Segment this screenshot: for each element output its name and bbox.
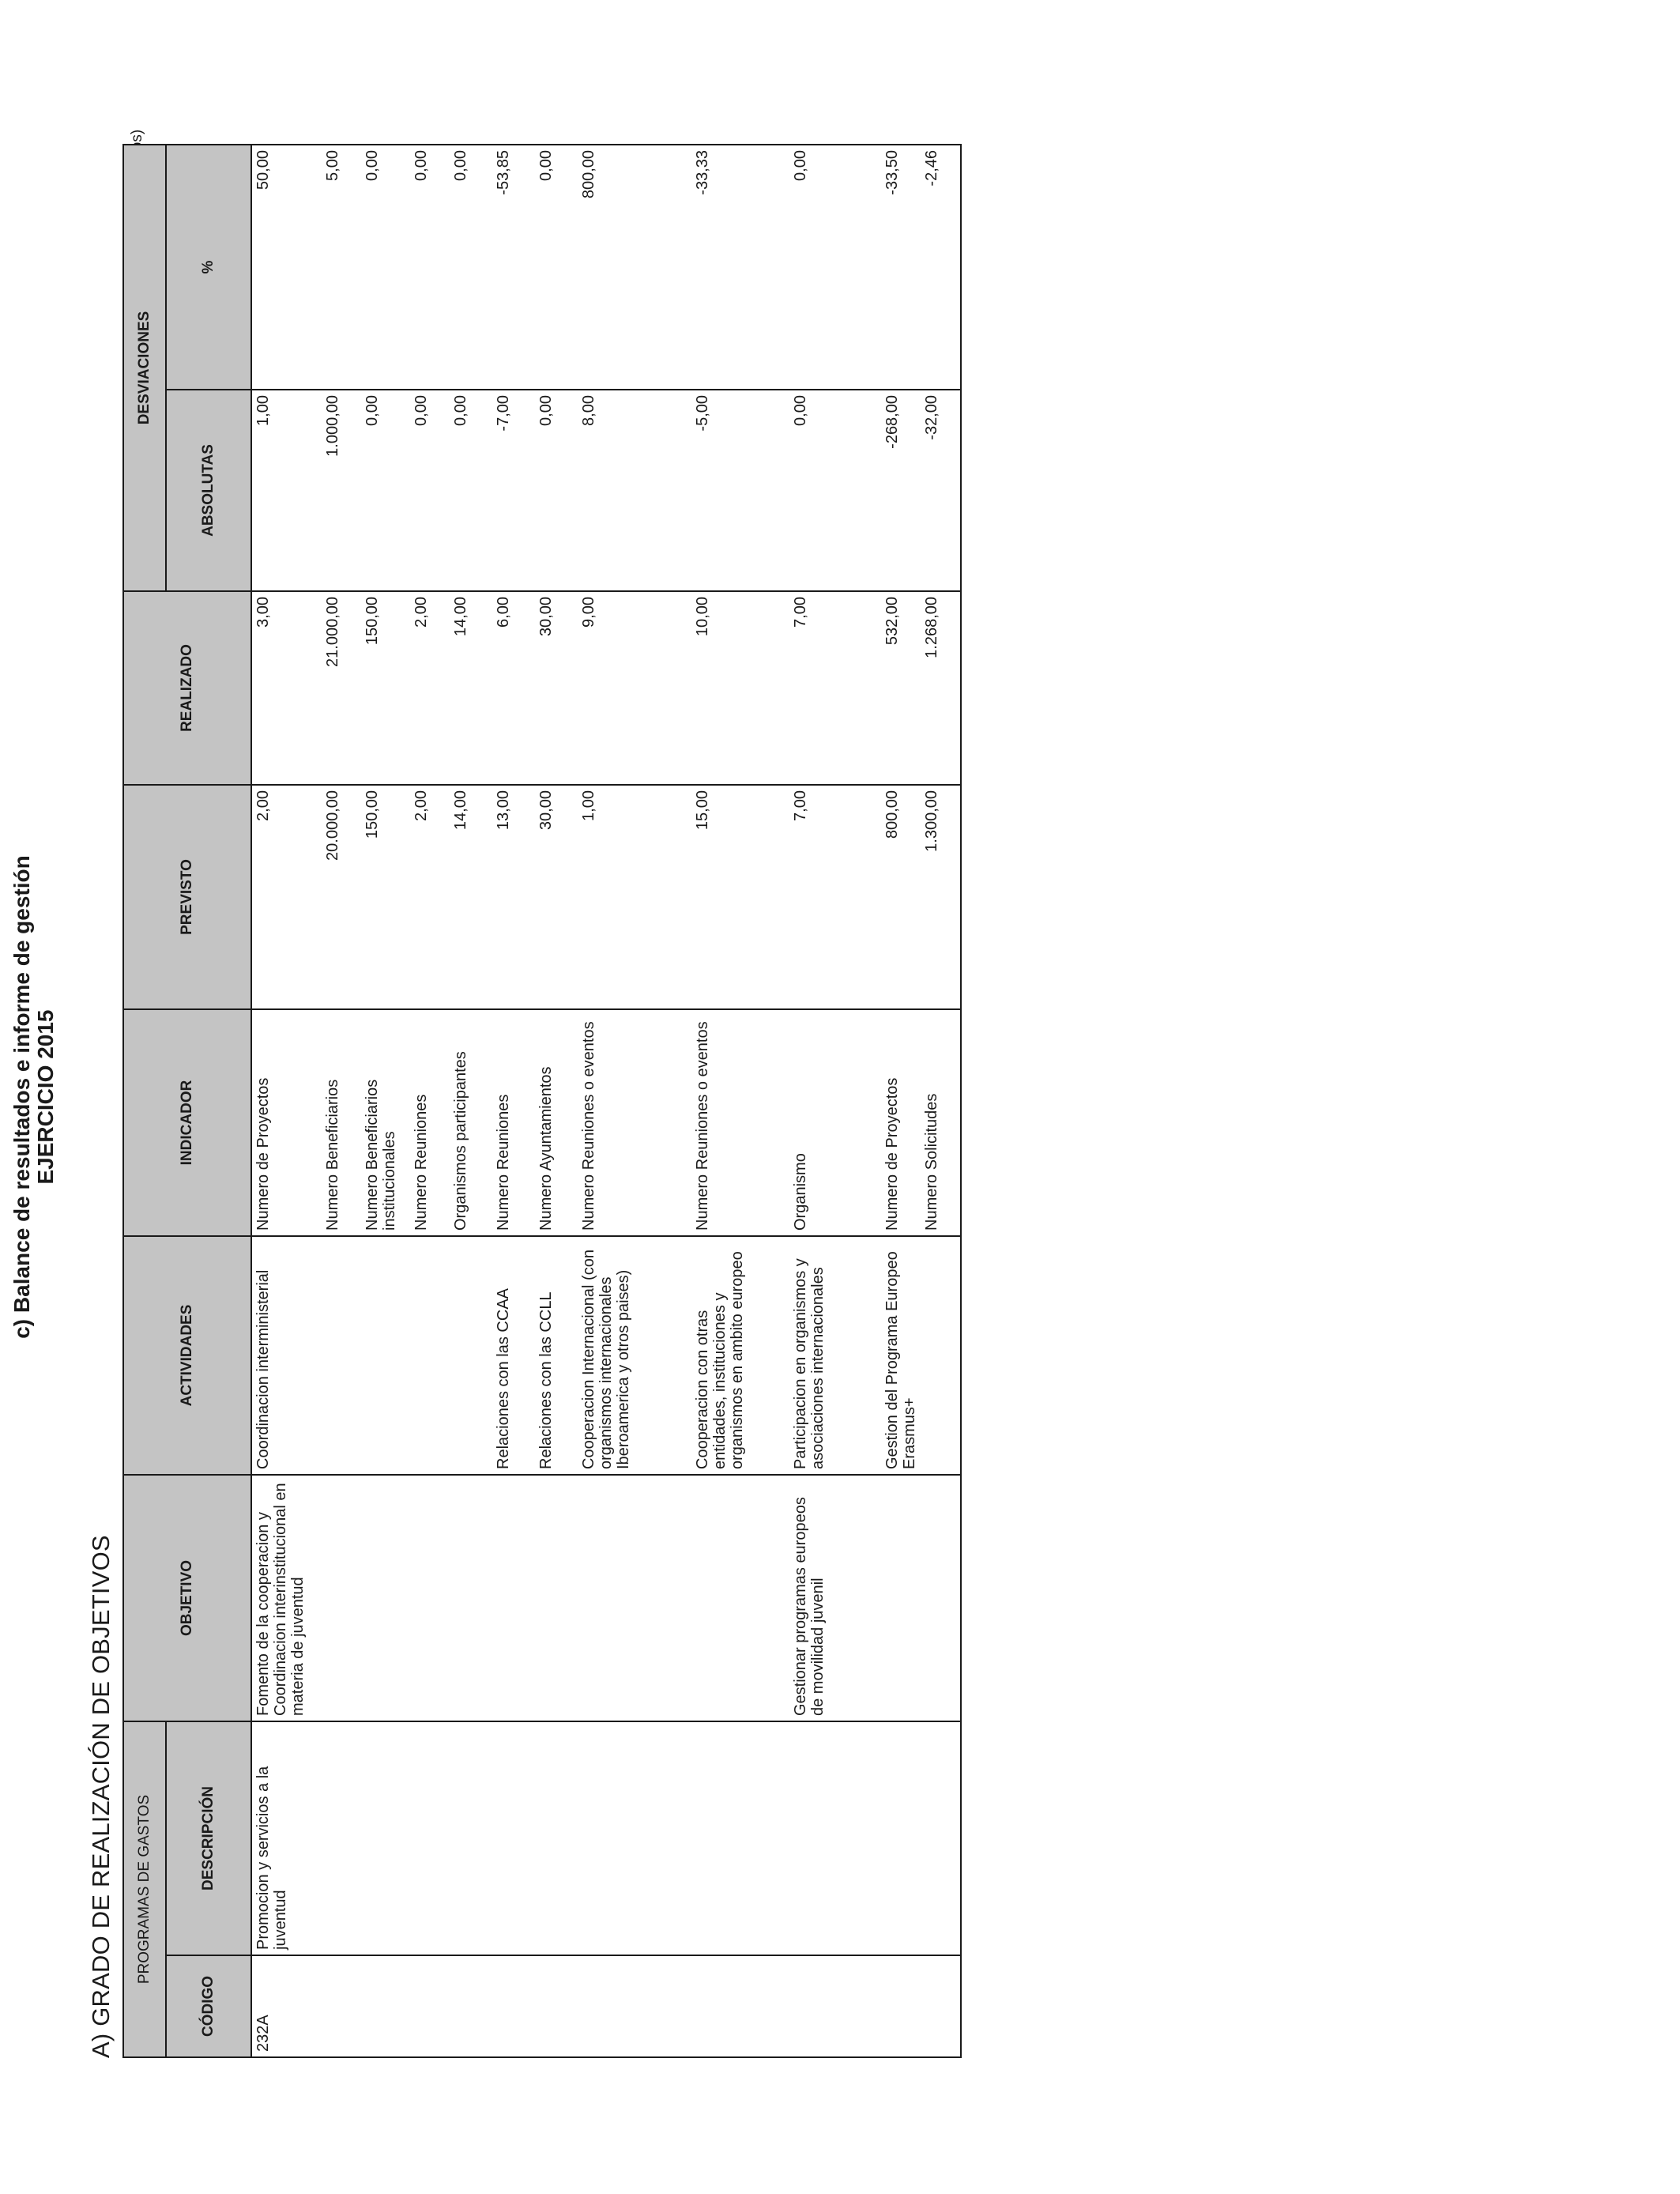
- cell-realizado: 7,00: [789, 591, 881, 785]
- cell-actividades: Cooperacion con otras entidades, instituciones y organismos en ambito europeo: [691, 1236, 789, 1475]
- cell-realizado: 2,00: [410, 591, 450, 785]
- cell-porcentaje: 50,00: [251, 145, 322, 390]
- cell-codigo: [921, 1955, 961, 2057]
- cell-codigo: 232A: [251, 1955, 322, 2057]
- cell-objetivo: [881, 1475, 921, 1721]
- cell-realizado: 3,00: [251, 591, 322, 785]
- cell-descripcion: [410, 1721, 450, 1955]
- header-previsto: PREVISTO: [123, 785, 251, 1009]
- cell-porcentaje: -33,33: [691, 145, 789, 390]
- table-row: [535, 145, 578, 2057]
- cell-objetivo: [410, 1475, 450, 1721]
- cell-actividades: [450, 1236, 492, 1475]
- table-row: [881, 145, 921, 2057]
- cell-codigo: [361, 1955, 410, 2057]
- document-subtitle-year: EJERCICIO 2015: [33, 1009, 58, 1185]
- cell-codigo: [322, 1955, 361, 2057]
- cell-indicador: Numero Reuniones o eventos: [691, 1009, 789, 1236]
- cell-previsto: 7,00: [789, 785, 881, 1009]
- cell-descripcion: [881, 1721, 921, 1955]
- cell-descripcion: [535, 1721, 578, 1955]
- cell-descripcion: [361, 1721, 410, 1955]
- cell-porcentaje: -2,46: [921, 145, 961, 390]
- cell-porcentaje: 800,00: [578, 145, 691, 390]
- section-title: A) GRADO DE REALIZACIÓN DE OBJETIVOS: [87, 1535, 115, 2058]
- cell-porcentaje: 0,00: [535, 145, 578, 390]
- cell-indicador: Numero Ayuntamientos: [535, 1009, 578, 1236]
- header-actividades: ACTIVIDADES: [123, 1236, 251, 1475]
- cell-indicador: Numero Solicitudes: [921, 1009, 961, 1236]
- cell-realizado: 1.268,00: [921, 591, 961, 785]
- objectives-table: [122, 144, 962, 2058]
- header-descripcion: DESCRIPCIÓN: [166, 1721, 251, 1955]
- cell-indicador: Numero Reuniones: [410, 1009, 450, 1236]
- cell-porcentaje: 0,00: [361, 145, 410, 390]
- header-indicador: INDICADOR: [123, 1009, 251, 1236]
- document-title: c) Balance de resultados e informe de gestión: [9, 855, 34, 1339]
- cell-indicador: Organismo: [789, 1009, 881, 1236]
- cell-realizado: 21.000,00: [322, 591, 361, 785]
- cell-indicador: Numero Beneficiarios institucionales: [361, 1009, 410, 1236]
- cell-objetivo: Gestionar programas europeos de movilidad juvenil: [789, 1475, 881, 1721]
- table-row: [322, 145, 361, 2057]
- cell-actividades: Gestion del Programa Europeo Erasmus+: [881, 1236, 921, 1475]
- cell-descripcion: [322, 1721, 361, 1955]
- cell-indicador: Organismos participantes: [450, 1009, 492, 1236]
- cell-codigo: [691, 1955, 789, 2057]
- cell-objetivo: [361, 1475, 410, 1721]
- cell-absolutas: 0,00: [789, 390, 881, 591]
- cell-porcentaje: 0,00: [450, 145, 492, 390]
- cell-objetivo: [578, 1475, 691, 1721]
- cell-codigo: [578, 1955, 691, 2057]
- cell-indicador: Numero de Proyectos: [251, 1009, 322, 1236]
- cell-absolutas: -268,00: [881, 390, 921, 591]
- cell-actividades: Participacion en organismos y asociaciones internacionales: [789, 1236, 881, 1475]
- cell-absolutas: 1,00: [251, 390, 322, 591]
- cell-absolutas: -7,00: [492, 390, 535, 591]
- cell-indicador: Numero de Proyectos: [881, 1009, 921, 1236]
- cell-absolutas: 8,00: [578, 390, 691, 591]
- cell-absolutas: -5,00: [691, 390, 789, 591]
- cell-realizado: 6,00: [492, 591, 535, 785]
- header-programas-de-gastos: PROGRAMAS DE GASTOS: [123, 1721, 166, 2057]
- cell-previsto: 2,00: [251, 785, 322, 1009]
- cell-previsto: 20.000,00: [322, 785, 361, 1009]
- cell-codigo: [881, 1955, 921, 2057]
- cell-descripcion: [492, 1721, 535, 1955]
- cell-objetivo: [492, 1475, 535, 1721]
- cell-objetivo: [450, 1475, 492, 1721]
- cell-actividades: [322, 1236, 361, 1475]
- table-row: [789, 145, 881, 2057]
- cell-absolutas: 0,00: [450, 390, 492, 591]
- table-row: [492, 145, 535, 2057]
- cell-actividades: Cooperacion Internacional (con organismos internacionales Iberoamerica y otros paises): [578, 1236, 691, 1475]
- cell-previsto: 30,00: [535, 785, 578, 1009]
- cell-absolutas: -32,00: [921, 390, 961, 591]
- cell-objetivo: Fomento de la cooperacion y Coordinacion interinstitucional en materia de juventud: [251, 1475, 322, 1721]
- cell-codigo: [789, 1955, 881, 2057]
- cell-absolutas: 0,00: [535, 390, 578, 591]
- cell-realizado: 532,00: [881, 591, 921, 785]
- cell-descripcion: [578, 1721, 691, 1955]
- cell-actividades: Relaciones con las CCLL: [535, 1236, 578, 1475]
- cell-absolutas: 0,00: [410, 390, 450, 591]
- cell-realizado: 14,00: [450, 591, 492, 785]
- cell-actividades: [410, 1236, 450, 1475]
- cell-realizado: 9,00: [578, 591, 691, 785]
- cell-descripcion: [691, 1721, 789, 1955]
- cell-porcentaje: 5,00: [322, 145, 361, 390]
- cell-previsto: 1.300,00: [921, 785, 961, 1009]
- table-row: [691, 145, 789, 2057]
- cell-previsto: 800,00: [881, 785, 921, 1009]
- cell-objetivo: [921, 1475, 961, 1721]
- cell-actividades: Relaciones con las CCAA: [492, 1236, 535, 1475]
- cell-realizado: 150,00: [361, 591, 410, 785]
- header-objetivo: OBJETIVO: [123, 1475, 251, 1721]
- cell-previsto: 2,00: [410, 785, 450, 1009]
- cell-porcentaje: -33,50: [881, 145, 921, 390]
- table-row: [251, 145, 322, 2057]
- cell-actividades: Coordinacion interministerial: [251, 1236, 322, 1475]
- cell-previsto: 150,00: [361, 785, 410, 1009]
- cell-descripcion: [921, 1721, 961, 1955]
- cell-codigo: [535, 1955, 578, 2057]
- table-row: [578, 145, 691, 2057]
- cell-indicador: Numero Reuniones o eventos: [578, 1009, 691, 1236]
- cell-porcentaje: -53,85: [492, 145, 535, 390]
- cell-absolutas: 0,00: [361, 390, 410, 591]
- cell-porcentaje: 0,00: [410, 145, 450, 390]
- cell-objetivo: [322, 1475, 361, 1721]
- cell-realizado: 30,00: [535, 591, 578, 785]
- table-row: [921, 145, 961, 2057]
- cell-porcentaje: 0,00: [789, 145, 881, 390]
- header-desviaciones: DESVIACIONES: [123, 145, 166, 591]
- cell-objetivo: [535, 1475, 578, 1721]
- cell-descripcion: Promocion y servicios a la juventud: [251, 1721, 322, 1955]
- cell-previsto: 14,00: [450, 785, 492, 1009]
- cell-codigo: [450, 1955, 492, 2057]
- header-absolutas: ABSOLUTAS: [166, 390, 251, 591]
- cell-previsto: 13,00: [492, 785, 535, 1009]
- cell-previsto: 1,00: [578, 785, 691, 1009]
- cell-realizado: 10,00: [691, 591, 789, 785]
- header-codigo: CÓDIGO: [166, 1955, 251, 2057]
- cell-codigo: [410, 1955, 450, 2057]
- cell-descripcion: [450, 1721, 492, 1955]
- cell-actividades: [921, 1236, 961, 1475]
- table-row: [410, 145, 450, 2057]
- cell-codigo: [492, 1955, 535, 2057]
- cell-objetivo: [691, 1475, 789, 1721]
- cell-indicador: Numero Reuniones: [492, 1009, 535, 1236]
- cell-descripcion: [789, 1721, 881, 1955]
- header-porcentaje: %: [166, 145, 251, 390]
- table-row: [361, 145, 410, 2057]
- cell-indicador: Numero Beneficiarios: [322, 1009, 361, 1236]
- table-row: [450, 145, 492, 2057]
- cell-absolutas: 1.000,00: [322, 390, 361, 591]
- header-realizado: REALIZADO: [123, 591, 251, 785]
- cell-actividades: [361, 1236, 410, 1475]
- cell-previsto: 15,00: [691, 785, 789, 1009]
